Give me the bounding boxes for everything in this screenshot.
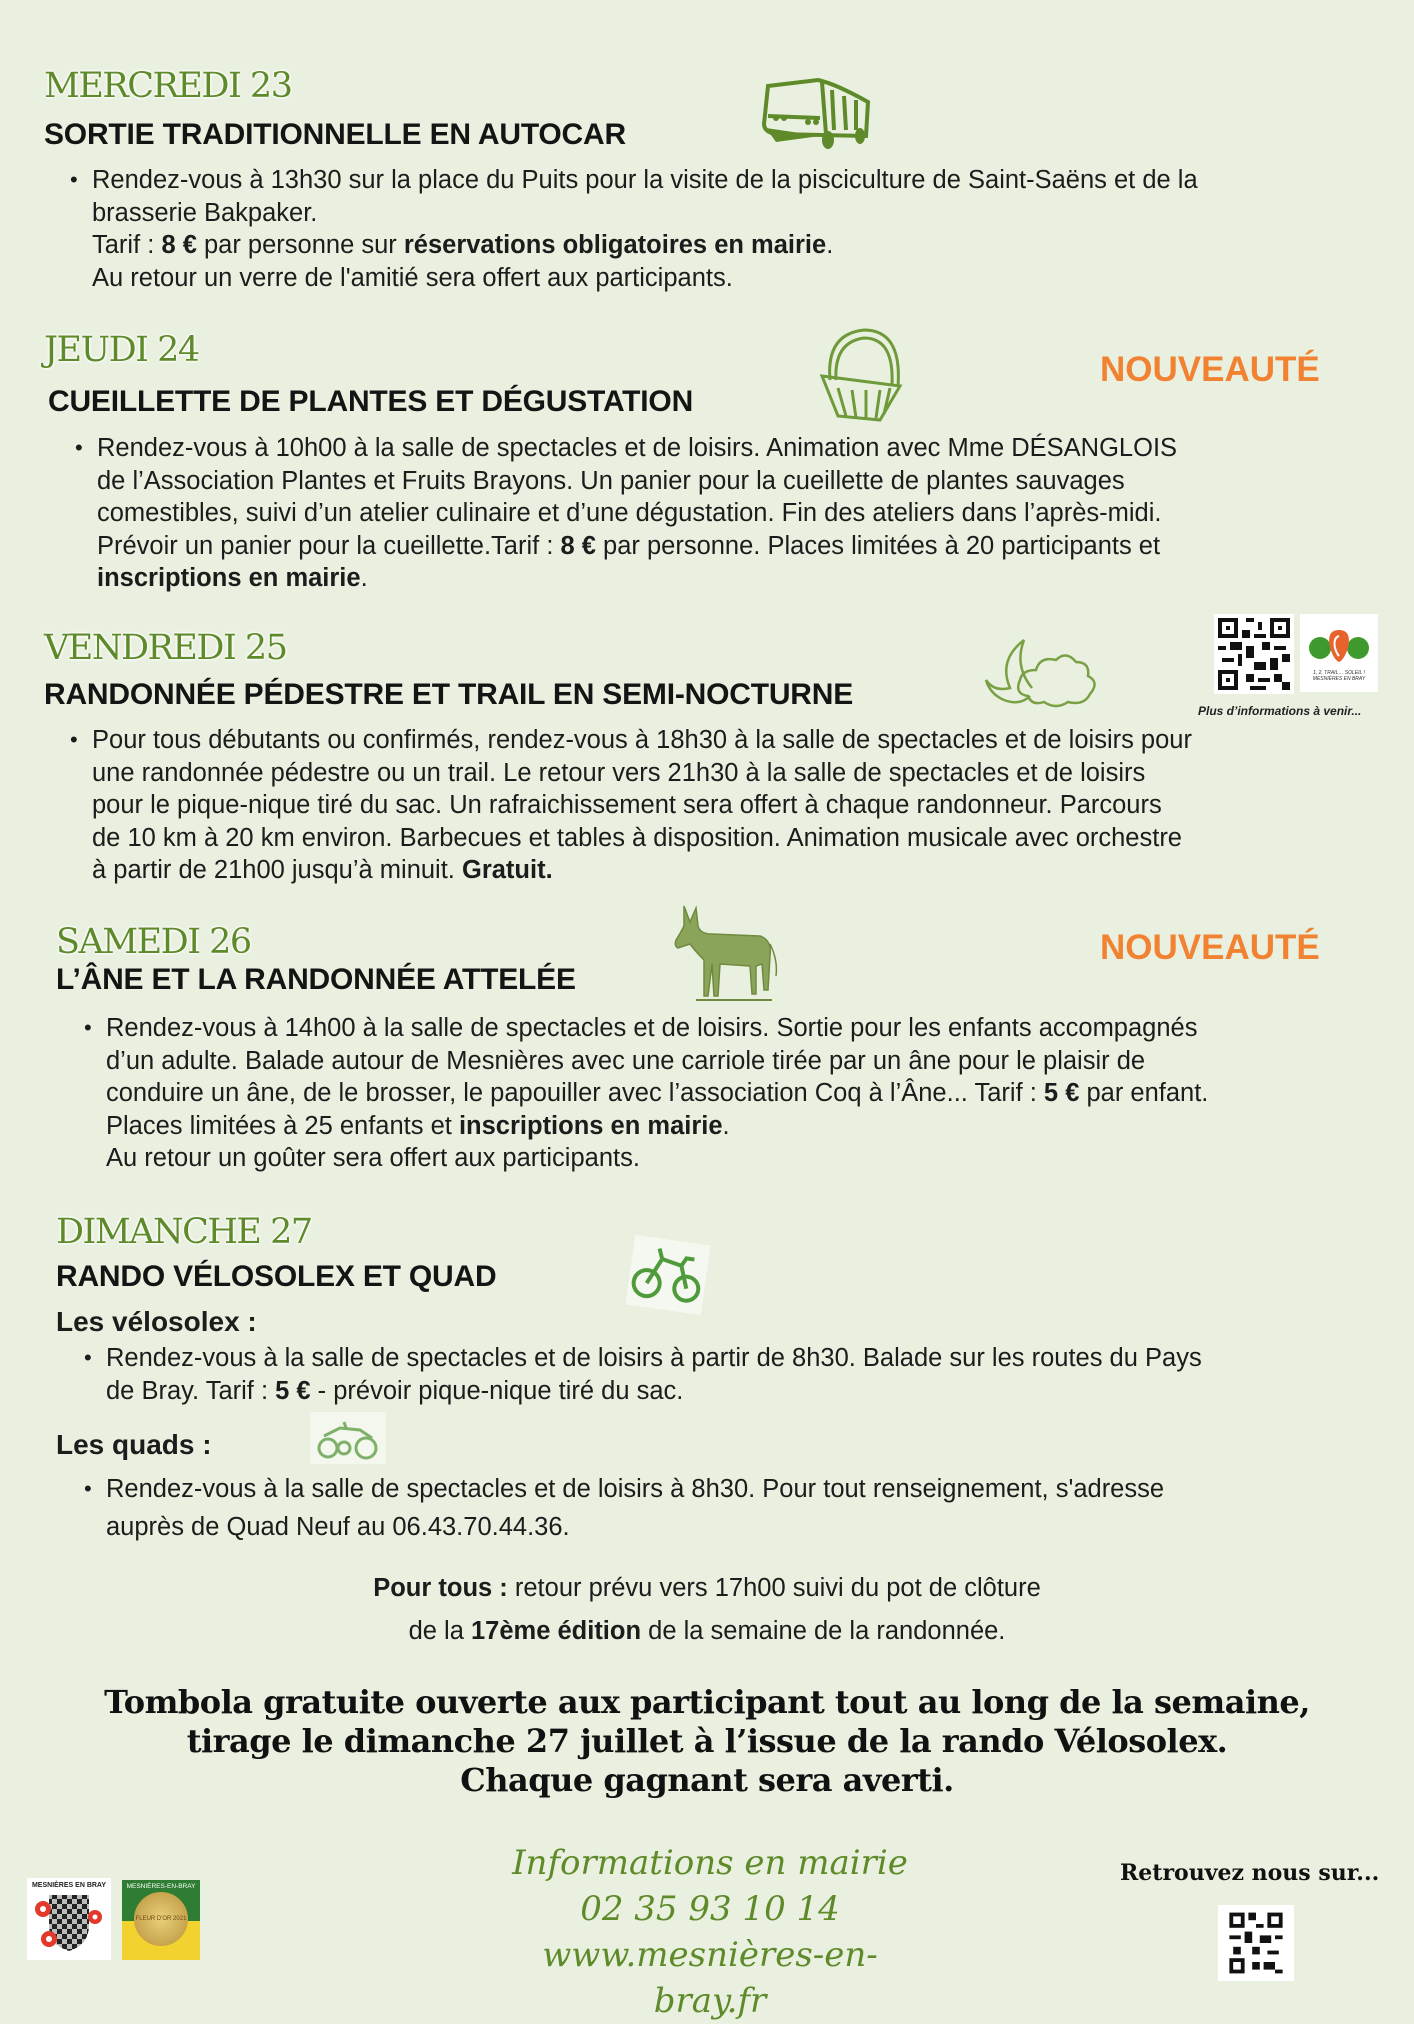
quads-description: • Rendez-vous à la salle de spectacles et de loisirs à 8h30. Pour tout renseignement, s'adresse auprès de Quad Neuf au 06.43.70.44.36.: [106, 1470, 1366, 1546]
day-heading-dimanche: DIMANCHE 27: [56, 1212, 312, 1252]
bullet: •: [84, 1476, 92, 1501]
day-heading-mercredi: MERCREDI 23: [44, 66, 292, 106]
website-link[interactable]: www.mesnières-en-bray.fr: [542, 1935, 878, 2021]
fleur-dor-logo: MESNIÈRES-EN-BRAY FLEUR D'OR 2021: [122, 1880, 200, 1960]
bullet: •: [84, 1015, 92, 1040]
event-title-randonnee: RANDONNÉE PÉDESTRE ET TRAIL EN SEMI-NOCTURNE: [44, 678, 854, 711]
quads-heading: Les quads :: [56, 1429, 212, 1460]
footer-contact: Informations en mairie 02 35 93 10 14 www.mesnières-en-bray.fr: [500, 1840, 920, 2024]
bullet: •: [70, 727, 78, 752]
nouveaute-badge: NOUVEAUTÉ: [1100, 928, 1320, 967]
velosolex-description: • Rendez-vous à la salle de spectacles et de loisirs à partir de 8h30. Balade sur les routes du Pays de Bray. Tarif : 5 € - prévoir pique-nique tiré du sac.: [84, 1344, 1202, 1405]
find-us-label: Retrouvez nous sur...: [1120, 1860, 1380, 1886]
closing-note: Pour tous : retour prévu vers 17h00 suivi du pot de clôture de la 17ème édition de la semaine de la randonnée.: [373, 1574, 1041, 1645]
day-heading-samedi: SAMEDI 26: [56, 922, 251, 962]
qr-code-trail[interactable]: [1214, 614, 1294, 694]
event-title-autocar: SORTIE TRADITIONNELLE EN AUTOCAR: [44, 118, 626, 151]
bullet: •: [84, 1345, 92, 1370]
event-title-ane: L’ÂNE ET LA RANDONNÉE ATTELÉE: [56, 963, 576, 996]
fleur-dor-medal: FLEUR D'OR 2021: [134, 1892, 188, 1946]
velosolex-heading: Les vélosolex :: [56, 1306, 257, 1337]
moon-cloud-icon: [984, 636, 1100, 712]
qr-code-social[interactable]: [1218, 1905, 1294, 1981]
phone-number[interactable]: 02 35 93 10 14: [580, 1889, 840, 1929]
basket-icon: [818, 324, 904, 424]
event-title-cueillette: CUEILLETTE DE PLANTES ET DÉGUSTATION: [48, 385, 694, 418]
more-info-note: Plus d’informations à venir...: [1198, 704, 1362, 718]
event-title-velosolex-quad: RANDO VÉLOSOLEX ET QUAD: [56, 1260, 497, 1293]
bullet: •: [75, 435, 83, 460]
bullet: •: [70, 167, 78, 192]
event-description: • Rendez-vous à 10h00 à la salle de spectacles et de loisirs. Animation avec Mme DÉSANGLOIS de l’Association Plantes et Fruits Brayons. Un panier pour la cueillette de plantes sauvages comestibles, suivi d’un atelier culinaire et d’une dégustation. Fin des ateliers dans l’après-midi. Prévoir un panier pour la cueillette.Tarif : 8 € par personne. Places limitées à 20 participants et inscriptions en mairie.: [75, 434, 1178, 592]
quad-icon: [310, 1412, 386, 1464]
mesnieres-coat-of-arms-logo: MESNIÈRES EN BRAY: [27, 1878, 111, 1960]
donkey-icon: [672, 904, 782, 1008]
tombola-announcement: Tombola gratuite ouverte aux participant tout au long de la semaine, tirage le dimanche 27 juillet à l’issue de la rando Vélosolex. Chaque gagnant sera averti.: [104, 1683, 1310, 1799]
day-heading-jeudi: JEUDI 24: [44, 330, 199, 370]
event-description: • Rendez-vous à 14h00 à la salle de spectacles et de loisirs. Sortie pour les enfants accompagnés d’un adulte. Balade autour de Mesnières avec une carriole tirée par un âne pour le plaisir de conduire un âne, de le brosser, le papouiller avec l’association Coq à l’Âne... Tarif : 5 € par enfant. Places limitées à 25 enfants et inscriptions en mairie. Au retour un goûter sera offert aux participants.: [84, 1014, 1209, 1172]
velosolex-icon: [625, 1235, 710, 1315]
nouveaute-badge: NOUVEAUTÉ: [1100, 350, 1320, 389]
event-description: • Pour tous débutants ou confirmés, rendez-vous à 18h30 à la salle de spectacles et de loisirs pour une randonnée pédestre ou un trail. Le retour vers 21h30 à la salle de spectacles et de loisirs pour le pique-nique tiré du sac. Un rafraichissement sera offert à chaque randonneur. Parcours de 10 km à 20 km environ. Barbecues et tables à disposition. Animation musicale avec orchestre à partir de 21h00 jusqu’à minuit. Gratuit.: [70, 726, 1192, 884]
bus-icon: [756, 72, 876, 150]
trail-logo: 1, 2, TRAIL… SOLEIL ! MESNIÈRES EN BRAY: [1300, 614, 1378, 692]
event-description: • Rendez-vous à 13h30 sur la place du Puits pour la visite de la pisciculture de Saint-Saëns et de la brasserie Bakpaker. Tarif : 8 € par personne sur réservations obligatoires en mairie. Au retour un verre de l'amitié sera offert aux participants.: [70, 166, 1198, 292]
day-heading-vendredi: VENDREDI 25: [44, 628, 287, 668]
